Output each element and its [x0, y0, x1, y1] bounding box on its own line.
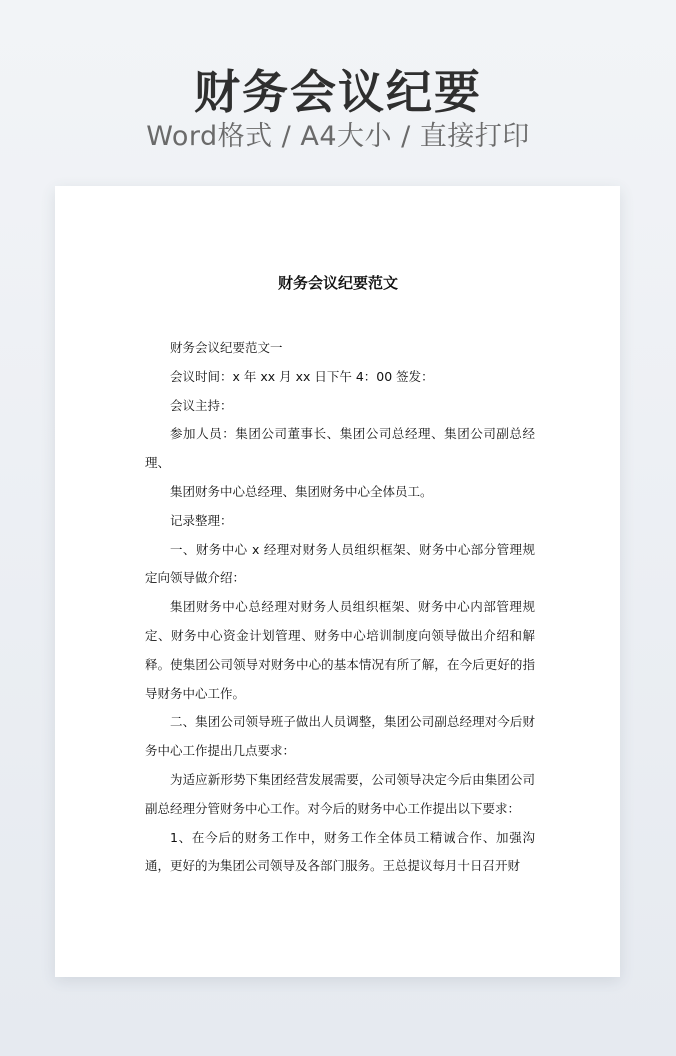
document-paragraph: 财务会议纪要范文一 [170, 340, 283, 355]
document-paragraph: 集团财务中心总经理对财务人员组织框架、财务中心内部管理规定、财务中心资金计划管理、财务中心培训制度向领导做出介绍和解释。使集团公司领导对财务中心的基本情况有所了解，在今后更好的指导财务中心工作。 [145, 599, 535, 701]
document-paragraph: 为适应新形势下集团经营发展需要，公司领导决定今后由集团公司副总经理分管财务中心工作。对今后的财务中心工作提出以下要求： [145, 771, 535, 816]
document-paragraph: 集团财务中心总经理、集团财务中心全体员工。 [170, 483, 433, 499]
document-paragraph: 二、集团公司领导班子做出人员调整，集团公司副总经理对今后财务中心工作提出几点要求： [145, 714, 535, 759]
page-subtitle: Word格式 / A4大小 / 直接打印 [146, 121, 530, 152]
page-title: 财务会议纪要 [194, 65, 482, 119]
document-paragraph: 一、财务中心 x 经理对财务人员组织框架、财务中心部分管理规定向领导做介绍： [145, 541, 535, 586]
document-paragraph: 记录整理： [170, 512, 233, 528]
document-body [145, 334, 535, 881]
document-title: 财务会议纪要范文 [277, 274, 398, 292]
document-paragraph: 会议主持： [170, 397, 233, 413]
document-paragraph: 参加人员：集团公司董事长、集团公司总经理、集团公司副总经理、 [145, 426, 535, 471]
document-paragraph: 1、在今后的财务工作中，财务工作全体员工精诚合作、加强沟通，更好的为集团公司领导及各部门服务。王总提议每月十日召开财 [145, 829, 535, 874]
document-paragraph: 会议时间：x 年 xx 月 xx 日下午 4：00 签发： [170, 368, 434, 384]
